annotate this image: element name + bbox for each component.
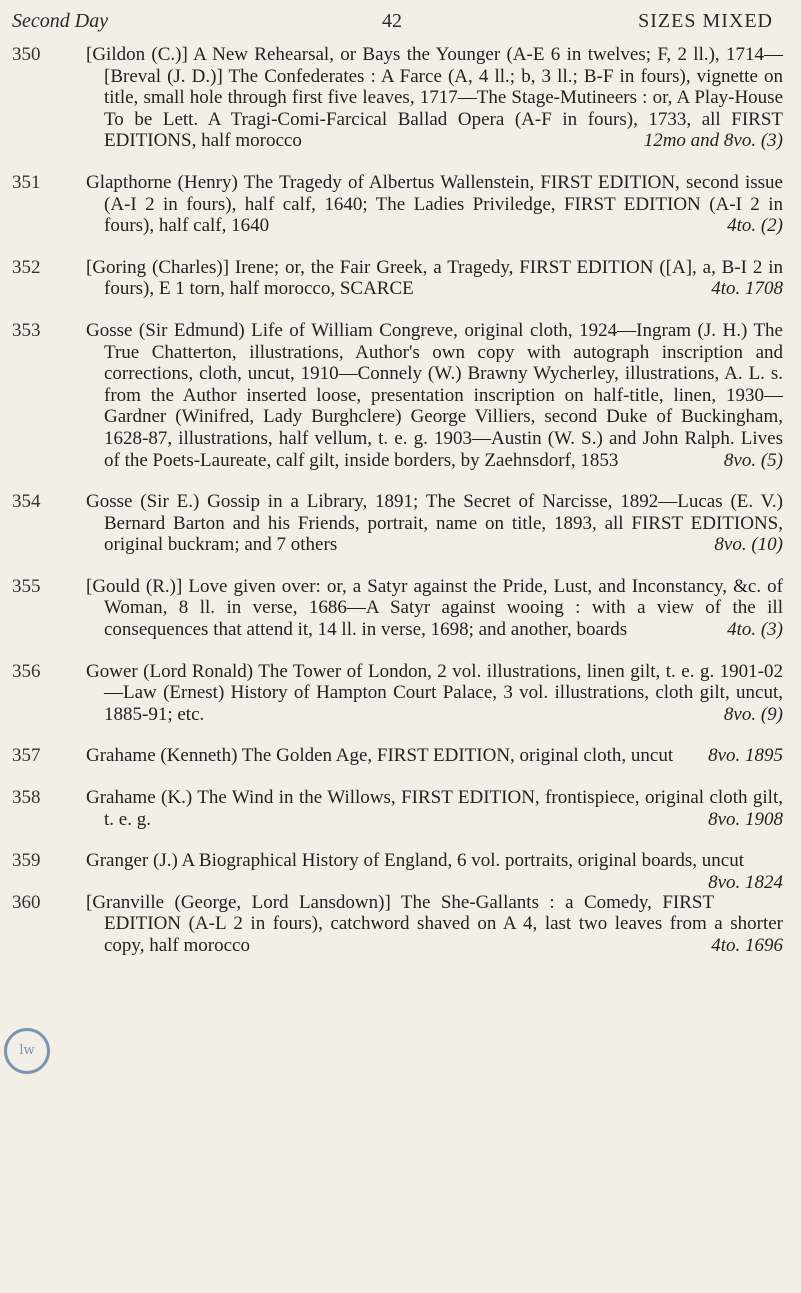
lot-format: 8vo. 1908 [708,808,783,830]
lot-entry [0,850,801,893]
lot-description: [Gildon (C.)] A New Rehearsal, or Bays the Younger (A-E 6 in twelves; F, 2 ll.), 1714—[Breval (J. D.)] The Confederates : A Farce (A, 4 ll.; b, 3 ll.; B-F in fours), vignette on title, small hole through first five leaves, 1717—The Stage-Mutineers : or, A Play-House To be Lett. A Tragi-Comi-Farcical Ballad Opera (A-F in fours), 1733, all FIRST EDITIONS, half morocco [86,44,783,152]
lot-entry [0,320,801,471]
library-stamp [4,1028,50,1074]
lot-entry [0,257,801,300]
lot-description: Gosse (Sir Edmund) Life of William Congreve, original cloth, 1924—Ingram (J. H.) The True Chatterton, illustrations, Author's own copy with autograph inscription and corrections, cloth, uncut, 1910—Connely (W.) Brawny Wycherley, illustrations, A. L. s. from the Author inserted loose, presentation inscription on half-title, linen, 1930—Gardner (Winifred, Lady Burghclere) George Villiers, second Duke of Buckingham, 1628-87, illustrations, half vellum, t. e. g. 1903—Austin (W. S.) and John Ralph. Lives of the Poets-Laureate, calf gilt, inside borders, by Zaehnsdorf, 1853 [86,319,783,471]
lot-description: Glapthorne (Henry) The Tragedy of Albertus Wallenstein, FIRST EDITION, second issue (A-I 2 in fours), half calf, 1640; The Ladies Priviledge, FIRST EDITION (A-I 2 in fours), half calf, 1640 [86,171,783,237]
page-header [0,10,801,40]
lot-entry [0,661,801,726]
lot-format: 8vo. 1824 [708,871,783,893]
lot-format: 4to. 1708 [711,278,783,300]
lot-description: Grahame (K.) The Wind in the Willows, FIRST EDITION, frontispiece, original cloth gilt, t. e. g. [86,787,783,830]
lot-entry [0,491,801,556]
lot-format: 4to. 1696 [711,935,783,956]
lot-description: [Goring (Charles)] Irene; or, the Fair Greek, a Tragedy, FIRST EDITION ([A], a, B-I 2 in fours), E 1 torn, half morocco, SCARCE [86,256,783,300]
lot-number: 354 [12,491,41,513]
stamp-label: lw [19,1043,35,1058]
lot-format: 8vo. 1895 [708,745,783,767]
lot-number: 358 [12,787,41,809]
lot-entry [0,172,801,237]
lot-description: [Granville (George, Lord Lansdown)] The She-Gallants : a Comedy, FIRST EDITION (A-L 2 in fours), catchword shaved on A 4, last two leaves from a shorter copy, half morocco [86,891,783,956]
page-number: 42 [382,10,402,32]
lot-description: Gower (Lord Ronald) The Tower of London, 2 vol. illustrations, linen gilt, t. e. g. 1901-02—Law (Ernest) History of Hampton Court Palace, 3 vol. illustrations, cloth gilt, uncut, 1885-91; etc. [86,660,783,725]
lot-format: 4to. (3) [727,619,783,641]
lot-entry [0,787,801,830]
lot-list [0,44,801,977]
lot-description: Grahame (Kenneth) The Golden Age, FIRST EDITION, original cloth, uncut [86,745,674,767]
lot-entry [0,44,801,152]
lot-description: Gosse (Sir E.) Gossip in a Library, 1891; The Secret of Narcisse, 1892—Lucas (E. V.) Bernard Barton and his Friends, portrait, name on title, 1893, all FIRST EDITIONS, original buckram; and 7 others [86,491,783,556]
lot-number: 357 [12,745,41,767]
lot-number: 351 [12,171,41,193]
lot-description: Granger (J.) A Biographical History of England, 6 vol. portraits, original boards, uncut [86,850,745,872]
lot-format: 4to. (2) [727,215,783,237]
lot-number: 350 [12,44,41,65]
lot-number: 360 [12,891,41,913]
running-head-left: Second Day [12,10,109,32]
lot-entry [0,576,801,641]
lot-format: 8vo. (5) [723,449,783,471]
lot-format: 8vo. (10) [714,534,783,556]
lot-description: [Gould (R.)] Love given over: or, a Satyr against the Pride, Lust, and Inconstancy, &c. of Woman, 8 ll. in verse, 1686—A Satyr against wooing : with a view of the ill consequences that attend it, 14 ll. in verse, 1698; and another, boards [86,575,783,641]
lot-number: 359 [12,850,41,872]
lot-number: 353 [12,319,41,341]
lot-entry [0,745,801,767]
lot-number: 355 [12,575,41,597]
lot-entry [0,892,801,957]
lot-format: 12mo and 8vo. (3) [643,130,783,152]
lot-format: 8vo. (9) [723,703,783,725]
lot-number: 356 [12,660,41,682]
running-head-right: SIZES MIXED [638,10,773,32]
lot-number: 352 [12,256,41,278]
